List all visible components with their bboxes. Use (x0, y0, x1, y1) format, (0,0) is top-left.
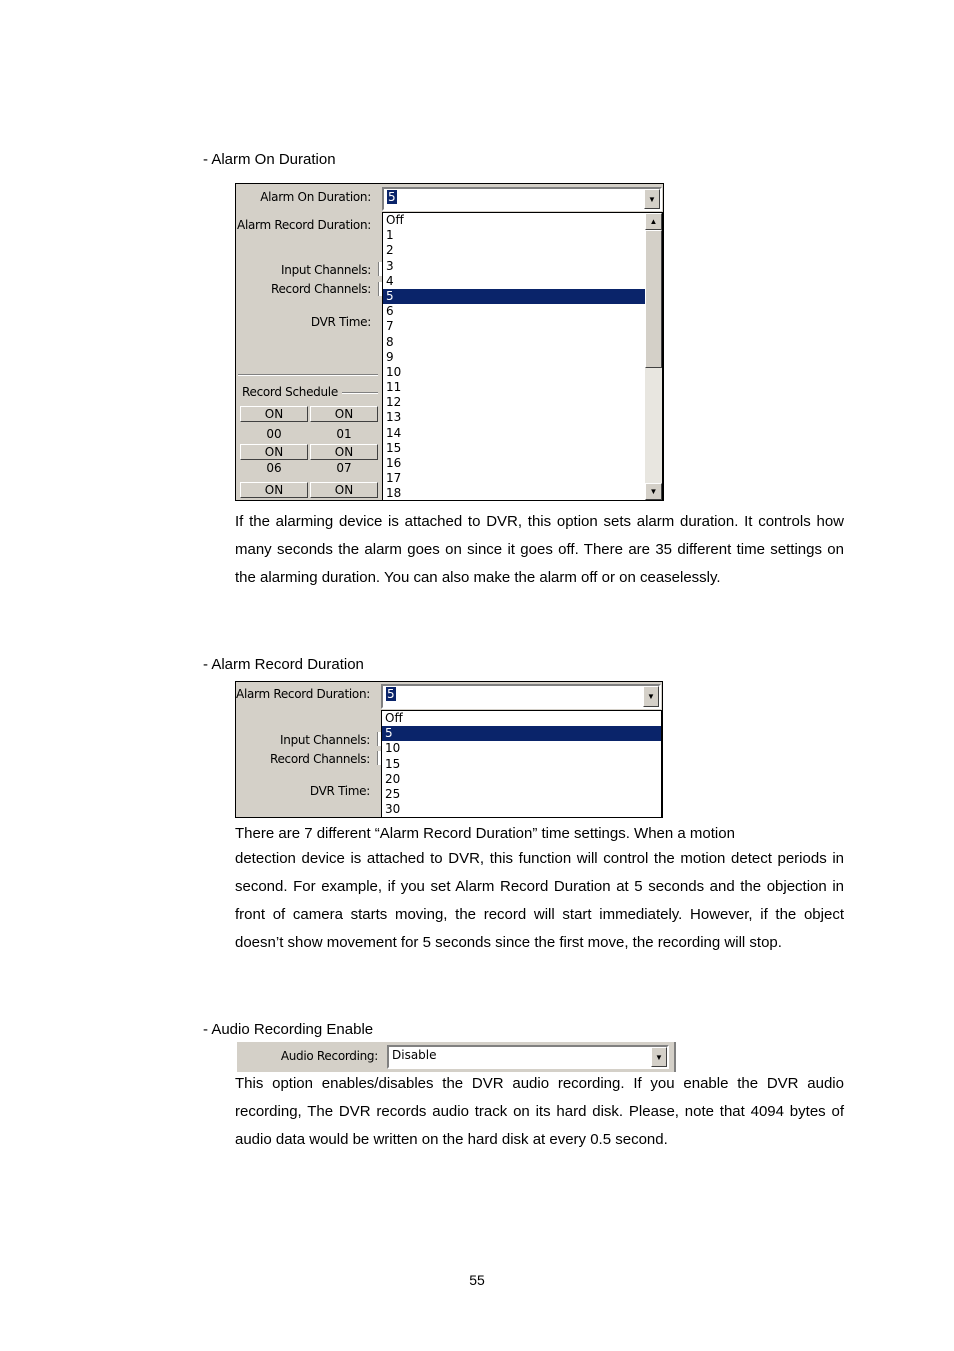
list-option[interactable]: 30 (385, 802, 401, 817)
schedule-hour-label: 01 (336, 427, 352, 441)
list-option[interactable]: 14 (386, 425, 402, 440)
section-heading-alarm-record-duration: - Alarm Record Duration (203, 656, 364, 673)
alarm-on-duration-label: Alarm On Duration: (260, 190, 371, 204)
list-option[interactable]: 5 (383, 289, 662, 304)
alarm-on-duration-select[interactable] (382, 187, 662, 211)
list-option[interactable]: 15 (386, 440, 402, 455)
chevron-down-icon[interactable]: ▼ (651, 1047, 667, 1067)
section-heading-alarm-on-duration: - Alarm On Duration (203, 151, 336, 168)
input-channels-label: Input Channels: (280, 733, 370, 747)
section-heading-audio-recording: - Audio Recording Enable (203, 1021, 374, 1038)
alarm-record-duration-options-list[interactable] (381, 710, 662, 818)
paragraph-alarm-record-duration-line1: There are 7 different “Alarm Record Duration” time settings. When a motion (235, 825, 735, 842)
list-option[interactable]: 25 (385, 786, 401, 801)
page-number: 55 (469, 1272, 485, 1288)
list-option[interactable]: 6 (386, 304, 394, 319)
schedule-hour-label: 06 (266, 461, 282, 475)
chevron-down-icon[interactable]: ▼ (643, 686, 659, 707)
list-option[interactable]: 10 (385, 741, 401, 756)
screenshot-alarm-on-duration (235, 183, 664, 501)
audio-recording-label: Audio Recording: (280, 1049, 378, 1063)
scroll-down-icon[interactable]: ▼ (645, 483, 662, 500)
schedule-toggle-06[interactable]: ON (240, 482, 308, 498)
list-option[interactable]: 15 (385, 756, 401, 771)
alarm-record-duration-select[interactable] (381, 684, 661, 709)
list-option[interactable]: 13 (386, 410, 402, 425)
group-divider (238, 374, 378, 376)
list-option[interactable]: 20 (385, 771, 401, 786)
schedule-toggle-01b[interactable]: ON (310, 444, 378, 460)
group-divider (342, 392, 378, 394)
list-option[interactable]: 4 (386, 273, 394, 288)
schedule-toggle-07[interactable]: ON (310, 482, 378, 498)
list-option[interactable]: 5 (382, 726, 661, 741)
record-channels-label: Record Channels: (270, 282, 371, 296)
record-schedule-label: Record Schedule (242, 385, 338, 399)
list-option[interactable]: Off (385, 711, 403, 725)
schedule-toggle-00[interactable]: ON (240, 406, 308, 422)
list-option[interactable]: 8 (386, 334, 394, 349)
list-option[interactable]: 7 (386, 319, 394, 334)
audio-recording-select[interactable] (387, 1045, 669, 1069)
schedule-toggle-00b[interactable]: ON (240, 444, 308, 460)
list-option[interactable]: Off (386, 213, 404, 227)
list-option[interactable]: 12 (386, 395, 402, 410)
schedule-toggle-01[interactable]: ON (310, 406, 378, 422)
paragraph-audio-recording: This option enables/disables the DVR audio recording. If you enable the DVR audio recording, The DVR records audio track on its hard disk. Please, note that 4094 bytes of audio data would be written on the hard disk at every 0.5 second. (235, 1075, 844, 1148)
alarm-on-duration-options-list[interactable] (382, 212, 663, 501)
list-option[interactable]: 16 (386, 456, 402, 470)
list-option[interactable]: 2 (386, 243, 394, 258)
schedule-hour-label: 07 (336, 461, 352, 475)
alarm-record-duration-label: Alarm Record Duration: (237, 218, 371, 232)
paragraph-alarm-on-duration: If the alarming device is attached to DVR, this option sets alarm duration. It controls how many seconds the alarm goes on since it goes off. There are 35 different time settings on the alarming duration. You can also make the alarm off or on ceaselessly. (235, 513, 844, 586)
list-option[interactable]: 9 (386, 349, 394, 364)
paragraph-alarm-record-duration: detection device is attached to DVR, this function will control the motion detect periods in second. For example, if you set Alarm Record Duration at 5 seconds and the objection in front of camera starts moving, the record will start immediately. However, if the object doesn’t show movement for 5 seconds since the first move, the recording will stop. (235, 850, 844, 951)
scroll-thumb[interactable] (645, 230, 662, 368)
list-option[interactable]: 17 (386, 471, 402, 486)
list-option[interactable]: 3 (386, 258, 394, 273)
chevron-down-icon[interactable]: ▼ (644, 189, 660, 209)
screenshot-alarm-record-duration (235, 681, 663, 818)
list-option[interactable]: 11 (386, 380, 402, 395)
screenshot-audio-recording (235, 1042, 676, 1072)
input-channels-label: Input Channels: (281, 263, 371, 277)
alarm-record-duration-value: 5 (387, 687, 395, 701)
dvr-time-label: DVR Time: (309, 784, 370, 798)
alarm-on-duration-value: 5 (388, 190, 396, 204)
scrollbar[interactable] (645, 213, 662, 500)
record-channels-label: Record Channels: (269, 752, 370, 766)
list-option[interactable]: 18 (386, 486, 402, 501)
dvr-time-label: DVR Time: (310, 315, 371, 329)
audio-recording-value: Disable (392, 1048, 437, 1062)
schedule-hour-label: 00 (266, 427, 282, 441)
alarm-record-duration-label: Alarm Record Duration: (236, 687, 370, 701)
list-option[interactable]: 10 (386, 364, 402, 379)
list-option[interactable]: 1 (386, 228, 394, 243)
scroll-up-icon[interactable]: ▲ (645, 213, 662, 230)
